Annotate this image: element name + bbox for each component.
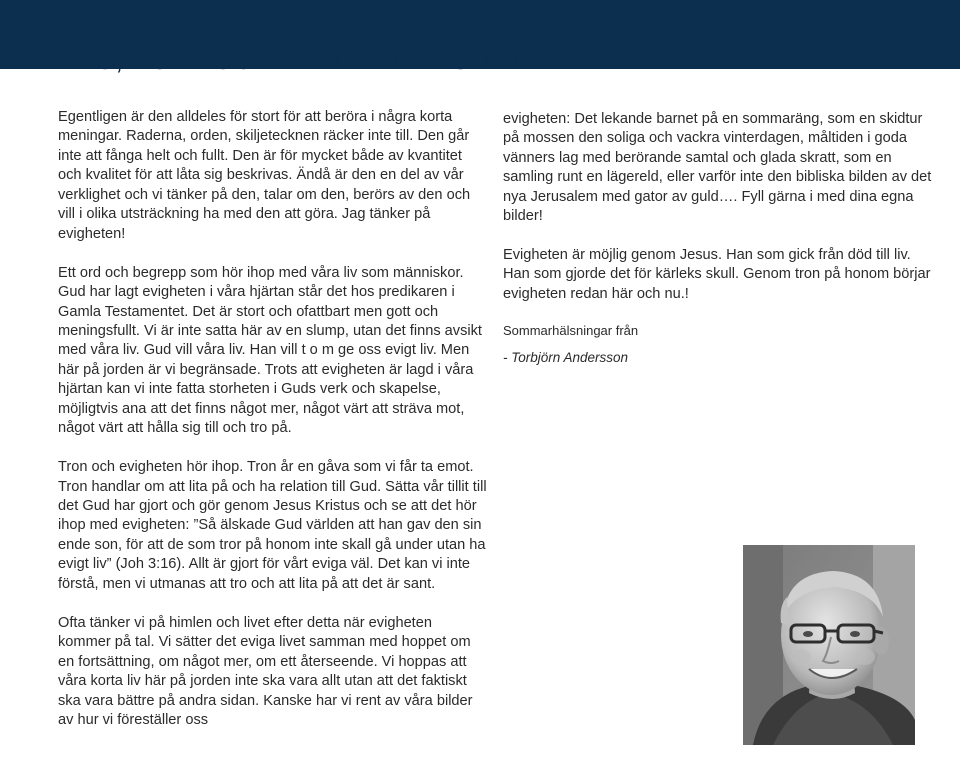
author-signature: - Torbjörn Andersson: [503, 350, 629, 366]
paragraph-1: Egentligen är den alldeles för stort för att beröra i några korta meningar. Raderna, orden, skiljetecknen räcker inte till. Den går inte att fånga helt och fullt. Den är för mycket både av kvantitet och kvalitet för att låta sig beskrivas. Ändå är den en del av vår verklighet och vi tänker på den, talar om den, berörs av den och vill i olika utsträckning ha med den att göra. Jag tänker på evigheten!: [58, 109, 471, 242]
right-column: [503, 110, 933, 367]
paragraph-4: Ofta tänker vi på himlen och livet efter detta när evigheten kommer på tal. Vi sätter det eviga livet samman med hoppet om en fortsättning, om något mer, om ett återseende. Vi hoppas att våra korta liv här på jorden inte ska vara allt utan att det faktiskt ska vara bättre på andra sidan. Kanske har vi rent av våra bilder av hur vi föreställer oss: [58, 614, 473, 728]
paragraph-5: evigheten: Det lekande barnet på en sommaräng, som en skidtur på mossen den soliga och vackra vinterdagen, måltiden i goda vänners lag med berörande samtal och glada skratt, som en samling runt en lägereld, eller varför inte den bibliska bilden av det nya Jerusalem med gator av guld…. Fyll gärna i med dina egna bilder!: [503, 111, 932, 225]
paragraph-3: Tron och evigheten hör ihop. Tron år en gåva som vi får ta emot. Tron handlar om att lita på och ha relation till Gud. Sätta vår tillit till det Gud har gjort och gör genom Jesus Kristus och se att det hör ihop med evigheten: ”Så älskade Gud världen att han gav den sin ende son, för att de som tror på honom inte skall gå under utan ha evigt liv” (Joh 3:16). Allt är gjort för vårt eviga väl. Det kan vi inte förstå, men vi utmanas att tro och att lita på att det är sant.: [58, 459, 487, 592]
greeting: Sommarhälsningar från: [503, 323, 639, 339]
author-portrait: [743, 545, 915, 745]
paragraph-6: Evigheten är möjlig genom Jesus. Han som gick från död till liv. Han som gjorde det för kärleks skull. Genom tron på honom börjar evigheten redan här och nu.!: [503, 246, 931, 302]
paragraph-2: Ett ord och begrepp som hör ihop med våra liv som människor. Gud har lagt evigheten i våra hjärtan står det hos predikaren i Gamla Testamentet. Det är stort och ofattbart men gott och meningsfullt. Vi är inte satta här av en slump, utan det finns avsikt med våra liv. Gud vill våra liv. Han vill t o m ge oss evigt liv. Men här på jorden är vi begränsade. Trots att evigheten är lagd i våra hjärtan kan vi inte fatta storheten i Guds verk och skapelse, möjligtvis ana att det finns något mer, något värt att sträva mot, något värt att hålla sig till och tro på.: [58, 264, 482, 437]
page-title: TRO, HOPP OCH KÄRLEK I EVIGHET: [59, 45, 524, 75]
left-column: [58, 108, 488, 730]
